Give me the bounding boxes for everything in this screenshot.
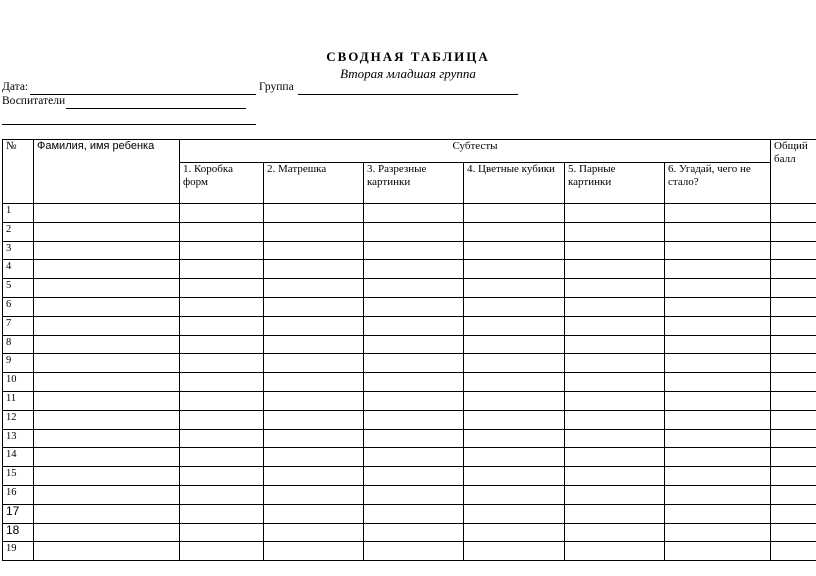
table-cell[interactable] — [464, 504, 565, 523]
row-number: 14 — [3, 448, 34, 467]
table-row — [3, 523, 816, 542]
table-cell[interactable] — [34, 241, 180, 260]
table-cell[interactable] — [665, 279, 771, 298]
row-number: 9 — [3, 354, 34, 373]
table-cell[interactable] — [364, 222, 464, 241]
table-cell[interactable] — [180, 504, 264, 523]
table-cell[interactable] — [464, 485, 565, 504]
table-cell[interactable] — [665, 297, 771, 316]
table-cell[interactable] — [464, 241, 565, 260]
table-cell[interactable] — [264, 241, 364, 260]
row-number: 11 — [3, 391, 34, 410]
table-cell[interactable] — [180, 241, 264, 260]
table-cell[interactable] — [771, 241, 816, 260]
table-cell[interactable] — [665, 523, 771, 542]
table-cell[interactable] — [180, 373, 264, 392]
table-cell[interactable] — [364, 410, 464, 429]
table-cell[interactable] — [264, 260, 364, 279]
table-cell[interactable] — [665, 354, 771, 373]
table-cell[interactable] — [364, 485, 464, 504]
table-cell[interactable] — [665, 410, 771, 429]
table-cell[interactable] — [180, 542, 264, 561]
table-cell[interactable] — [464, 335, 565, 354]
table-cell[interactable] — [364, 316, 464, 335]
table-cell[interactable] — [180, 448, 264, 467]
table-cell[interactable] — [771, 335, 816, 354]
date-label: Дата: — [2, 81, 29, 93]
table-row — [3, 429, 816, 448]
table-cell[interactable] — [771, 448, 816, 467]
header-subtests: Субтесты — [180, 140, 771, 163]
table-cell[interactable] — [180, 391, 264, 410]
table-cell[interactable] — [364, 335, 464, 354]
table-cell[interactable] — [180, 429, 264, 448]
table-cell[interactable] — [364, 542, 464, 561]
table-cell[interactable] — [771, 373, 816, 392]
table-row — [3, 410, 816, 429]
table-cell[interactable] — [180, 523, 264, 542]
table-cell[interactable] — [264, 504, 364, 523]
table-cell[interactable] — [665, 485, 771, 504]
table-cell[interactable] — [180, 297, 264, 316]
table-cell[interactable] — [464, 279, 565, 298]
table-row — [3, 354, 816, 373]
table-cell[interactable] — [464, 373, 565, 392]
table-cell[interactable] — [264, 297, 364, 316]
header-subtest-2: 2. Матрешка — [264, 163, 364, 204]
table-cell[interactable] — [364, 467, 464, 486]
table-cell[interactable] — [34, 542, 180, 561]
row-number: 2 — [3, 222, 34, 241]
header-number: № — [3, 140, 34, 204]
table-cell[interactable] — [771, 279, 816, 298]
table-cell[interactable] — [264, 429, 364, 448]
table-cell[interactable] — [565, 260, 665, 279]
table-cell[interactable] — [34, 410, 180, 429]
row-number: 15 — [3, 467, 34, 486]
table-cell[interactable] — [34, 504, 180, 523]
table-cell[interactable] — [264, 373, 364, 392]
table-cell[interactable] — [364, 279, 464, 298]
table-cell[interactable] — [364, 204, 464, 223]
table-cell[interactable] — [771, 316, 816, 335]
table-row — [3, 391, 816, 410]
table-cell[interactable] — [264, 316, 364, 335]
table-row — [3, 504, 816, 523]
educators-underline — [66, 108, 246, 109]
table-cell[interactable] — [264, 448, 364, 467]
table-row — [3, 467, 816, 486]
table-row — [3, 204, 816, 223]
table-cell[interactable] — [771, 297, 816, 316]
table-cell[interactable] — [364, 260, 464, 279]
table-cell[interactable] — [364, 373, 464, 392]
table-cell[interactable] — [565, 279, 665, 298]
educators-underline-2 — [2, 124, 256, 125]
table-cell[interactable] — [34, 373, 180, 392]
table-cell[interactable] — [264, 467, 364, 486]
table-cell[interactable] — [464, 523, 565, 542]
table-cell[interactable] — [34, 467, 180, 486]
table-cell[interactable] — [34, 523, 180, 542]
table-cell[interactable] — [464, 410, 565, 429]
table-cell[interactable] — [771, 204, 816, 223]
table-row — [3, 279, 816, 298]
table-cell[interactable] — [264, 391, 364, 410]
table-cell[interactable] — [34, 316, 180, 335]
row-number: 6 — [3, 297, 34, 316]
table-cell[interactable] — [771, 542, 816, 561]
table-row — [3, 335, 816, 354]
table-cell[interactable] — [34, 222, 180, 241]
header-subtest-6: 6. Угадай, чего не стало? — [665, 163, 771, 204]
table-cell[interactable] — [264, 485, 364, 504]
table-cell[interactable] — [565, 485, 665, 504]
table-row — [3, 297, 816, 316]
table-cell[interactable] — [464, 429, 565, 448]
row-number: 19 — [3, 542, 34, 561]
table-cell[interactable] — [180, 410, 264, 429]
table-cell[interactable] — [34, 335, 180, 354]
table-cell[interactable] — [565, 542, 665, 561]
header-child-name: Фамилия, имя ребенка — [34, 140, 180, 204]
table-cell[interactable] — [34, 354, 180, 373]
table-cell[interactable] — [180, 354, 264, 373]
table-cell[interactable] — [565, 429, 665, 448]
table-cell[interactable] — [464, 448, 565, 467]
table-cell[interactable] — [34, 279, 180, 298]
table-row — [3, 485, 816, 504]
table-cell[interactable] — [665, 467, 771, 486]
table-cell[interactable] — [264, 523, 364, 542]
table-cell[interactable] — [364, 523, 464, 542]
page-subtitle: Вторая младшая группа — [340, 66, 476, 81]
header-total-score: Общий балл — [771, 140, 816, 204]
table-cell[interactable] — [565, 222, 665, 241]
table-cell[interactable] — [364, 504, 464, 523]
table-cell[interactable] — [464, 542, 565, 561]
table-cell[interactable] — [464, 316, 565, 335]
table-cell[interactable] — [264, 335, 364, 354]
table-cell[interactable] — [180, 316, 264, 335]
table-cell[interactable] — [665, 316, 771, 335]
table-cell[interactable] — [364, 448, 464, 467]
page-title: СВОДНАЯ ТАБЛИЦА — [326, 49, 490, 64]
row-number: 18 — [3, 523, 34, 542]
table-cell[interactable] — [464, 297, 565, 316]
table-row — [3, 448, 816, 467]
table-cell[interactable] — [264, 279, 364, 298]
table-cell[interactable] — [180, 467, 264, 486]
table-cell[interactable] — [34, 391, 180, 410]
table-cell[interactable] — [665, 448, 771, 467]
table-cell[interactable] — [180, 260, 264, 279]
row-number: 5 — [3, 279, 34, 298]
row-number: 1 — [3, 204, 34, 223]
header-subtest-1: 1. Коробка форм — [180, 163, 264, 204]
row-number: 8 — [3, 335, 34, 354]
table-cell[interactable] — [665, 241, 771, 260]
table-cell[interactable] — [771, 260, 816, 279]
table-cell[interactable] — [665, 542, 771, 561]
table-cell[interactable] — [565, 523, 665, 542]
row-number: 3 — [3, 241, 34, 260]
group-underline — [298, 94, 518, 95]
table-cell[interactable] — [264, 354, 364, 373]
table-cell[interactable] — [464, 354, 565, 373]
table-cell[interactable] — [771, 410, 816, 429]
table-cell[interactable] — [665, 373, 771, 392]
table-cell[interactable] — [264, 542, 364, 561]
table-cell[interactable] — [364, 429, 464, 448]
table-cell[interactable] — [771, 504, 816, 523]
table-cell[interactable] — [34, 297, 180, 316]
table-cell[interactable] — [665, 222, 771, 241]
table-row — [3, 241, 816, 260]
table-cell[interactable] — [565, 410, 665, 429]
table-cell[interactable] — [565, 504, 665, 523]
row-number: 17 — [3, 504, 34, 523]
table-cell[interactable] — [464, 391, 565, 410]
table-row — [3, 222, 816, 241]
table-row — [3, 260, 816, 279]
table-cell[interactable] — [565, 391, 665, 410]
table-cell[interactable] — [665, 204, 771, 223]
header-subtest-3: 3. Разрезные картинки — [364, 163, 464, 204]
table-cell[interactable] — [464, 260, 565, 279]
table-cell[interactable] — [364, 241, 464, 260]
table-cell[interactable] — [771, 485, 816, 504]
table-cell[interactable] — [364, 391, 464, 410]
table-cell[interactable] — [565, 335, 665, 354]
table-cell[interactable] — [180, 485, 264, 504]
header-subtest-5: 5. Парные картинки — [565, 163, 665, 204]
table-row — [3, 316, 816, 335]
table-cell[interactable] — [771, 222, 816, 241]
table-cell[interactable] — [565, 297, 665, 316]
row-number: 4 — [3, 260, 34, 279]
table-cell[interactable] — [565, 241, 665, 260]
table-cell[interactable] — [180, 279, 264, 298]
table-cell[interactable] — [565, 316, 665, 335]
table-cell[interactable] — [464, 222, 565, 241]
table-cell[interactable] — [264, 222, 364, 241]
table-cell[interactable] — [771, 467, 816, 486]
table-cell[interactable] — [771, 354, 816, 373]
group-label: Группа — [259, 81, 294, 93]
table-cell[interactable] — [665, 260, 771, 279]
row-number: 13 — [3, 429, 34, 448]
table-cell[interactable] — [771, 391, 816, 410]
table-cell[interactable] — [180, 204, 264, 223]
table-cell[interactable] — [34, 485, 180, 504]
table-cell[interactable] — [565, 448, 665, 467]
table-cell[interactable] — [771, 523, 816, 542]
table-cell[interactable] — [464, 204, 565, 223]
table-cell[interactable] — [565, 354, 665, 373]
table-cell[interactable] — [34, 429, 180, 448]
table-cell[interactable] — [364, 297, 464, 316]
table-cell[interactable] — [264, 204, 364, 223]
educators-label: Воспитатели — [2, 95, 66, 107]
table-cell[interactable] — [364, 354, 464, 373]
table-cell[interactable] — [665, 335, 771, 354]
table-cell[interactable] — [34, 204, 180, 223]
row-number: 10 — [3, 373, 34, 392]
table-cell[interactable] — [665, 429, 771, 448]
table-cell[interactable] — [565, 204, 665, 223]
table-row — [3, 373, 816, 392]
table-cell[interactable] — [464, 467, 565, 486]
table-cell[interactable] — [180, 222, 264, 241]
row-number: 16 — [3, 485, 34, 504]
table-cell[interactable] — [34, 448, 180, 467]
table-cell[interactable] — [565, 373, 665, 392]
table-cell[interactable] — [264, 410, 364, 429]
header-subtest-4: 4. Цветные кубики — [464, 163, 565, 204]
table-cell[interactable] — [34, 260, 180, 279]
table-cell[interactable] — [665, 391, 771, 410]
row-number: 7 — [3, 316, 34, 335]
table-row — [3, 542, 816, 561]
summary-table — [2, 139, 816, 561]
table-cell[interactable] — [565, 467, 665, 486]
table-cell[interactable] — [180, 335, 264, 354]
table-cell[interactable] — [771, 429, 816, 448]
table-cell[interactable] — [665, 504, 771, 523]
row-number: 12 — [3, 410, 34, 429]
